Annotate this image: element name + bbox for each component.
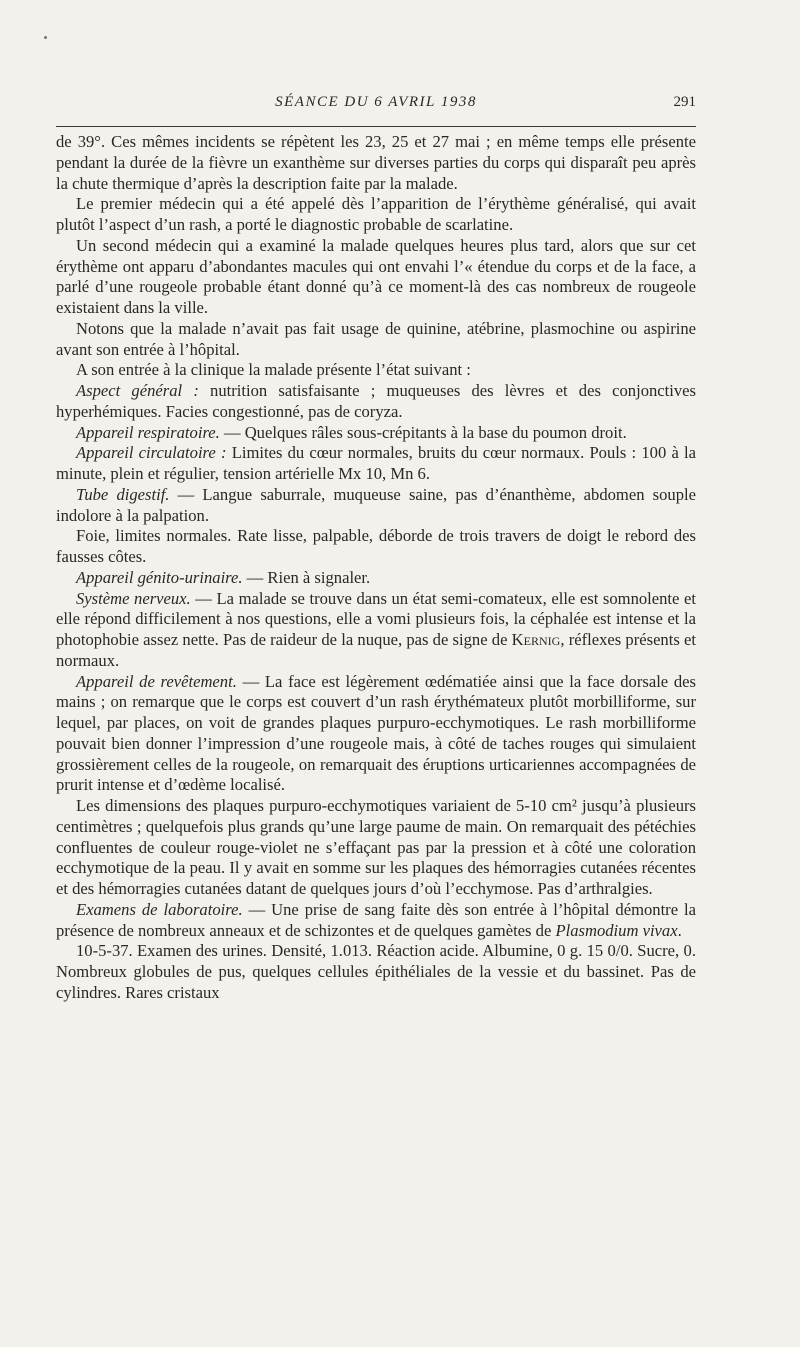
paragraph-3: Un second médecin qui a examiné la malade quelques heures plus tard, alors que sur cet érythème ont apparu d’abondantes macules qui ont envahi l’« étendue du corps et de la face, a parlé d’une rougeole probable étant donné qu’à ce moment-là des cas nombreux de rougeole existaient dans la ville.	[56, 235, 696, 317]
paragraph-5: A son entrée à la clinique la malade présente l’état suivant :	[76, 360, 471, 380]
paragraph-foie: Foie, limites normales. Rate lisse, palpable, déborde de trois travers de doigt le rebord des fausses côtes.	[56, 526, 696, 566]
page-number: 291	[673, 94, 696, 110]
species-name: Plasmodium vivax	[555, 920, 678, 940]
paragraph-4: Notons que la malade n’avait pas fait usage de quinine, atébrine, plasmochine ou aspirine avant son entrée à l’hôpital.	[56, 318, 696, 359]
paragraph-appareil-revetement: Appareil de revêtement. — La face est légèrement œdématiée ainsi que la face dorsale des mains ; on remarque que le corps est couvert d’un rash érythémateux plutôt morbilliforme, sur lequel, par places, on voit de grandes plaques purpuro-ecchymotiques. Le rash morbilliforme pouvait bien donner l’impression d’une rougeole mais, à côté de taches rouges qui simulaient grossièrement celles de la rougeole, on remarquait des éruptions urticariennes accompagnées de prurit intense et d’œdème localisé.	[56, 671, 696, 795]
paragraph-appareil-circulatoire: Appareil circulatoire : Limites du cœur normales, bruits du cœur normaux. Pouls : 100 à la minute, plein et régulier, tension artérielle Mx 10, Mn 6.	[56, 443, 696, 483]
section-lead: Tube digestif.	[76, 484, 170, 504]
page-header	[56, 94, 696, 118]
paragraph-1: de 39°. Ces mêmes incidents se répètent les 23, 25 et 27 mai ; en même temps elle présente pendant la durée de la fièvre un exanthème sur diverses parties du corps qui disparaît peu après la chute thermique d’après la description faite par la malade.	[56, 132, 696, 193]
paragraph-appareil-respiratoire: Appareil respiratoire. — Quelques râles sous-crépitants à la base du poumon droit.	[76, 422, 627, 442]
paragraph-2: Le premier médecin qui a été appelé dès l’apparition de l’érythème généralisé, qui avait plutôt l’aspect d’un rash, a porté le diagnostic probable de scarlatine.	[56, 194, 696, 234]
section-lead: Examens de laboratoire.	[76, 899, 243, 919]
section-lead: Aspect général :	[76, 381, 199, 400]
paragraph-urines: 10-5-37. Examen des urines. Densité, 1.013. Réaction acide. Albumine, 0 g. 15 0/0. Sucre, 0. Nombreux globules de pus, quelques cellules épithéliales de la vessie et du bassinet. Pas de cylindres. Rares cristaux	[56, 941, 696, 1002]
header-rule	[56, 126, 696, 127]
paragraph-aspect-general: Aspect général : nutrition satisfaisante ; muqueuses des lèvres et des conjonctives hyperhémiques. Facies congestionné, pas de coryza.	[56, 381, 696, 421]
section-lead: Système nerveux.	[76, 588, 191, 608]
author-name: Kernig	[511, 630, 561, 649]
paragraph-dimensions: Les dimensions des plaques purpuro-ecchymotiques variaient de 5-10 cm² jusqu’à plusieurs centimètres ; quelquefois plus grands qu’une large paume de main. On remarquait des pétéchies confluentes de couleur rouge-violet ne s’effaçant pas par la pression et à côté une coloration ecchymotique de la peau. Il y avait en somme sur les plaques des hémorragies cutanées récentes et des hémorragies cutanées datant de quelques jours d’où l’ecchymose. Pas d’arthralgies.	[56, 796, 696, 898]
running-title: SÉANCE DU 6 AVRIL 1938	[275, 94, 477, 110]
paragraph-appareil-genito-urinaire: Appareil génito-urinaire. — Rien à signaler.	[76, 567, 371, 587]
paragraph-tube-digestif: Tube digestif. — Langue saburrale, muqueuse saine, pas d’énanthème, abdomen souple indolore à la palpation.	[56, 484, 696, 525]
section-lead: Appareil génito-urinaire.	[76, 567, 243, 587]
section-lead: Appareil respiratoire.	[76, 422, 220, 442]
speck	[44, 36, 47, 39]
section-lead: Appareil circulatoire :	[76, 443, 227, 463]
body-text	[56, 132, 696, 1004]
section-lead: Appareil de revêtement.	[76, 671, 237, 691]
paragraph-examens-laboratoire: Examens de laboratoire. — Une prise de sang faite dès son entrée à l’hôpital démontre la présence de nombreux anneaux et de schizontes et de quelques gamètes de Plasmodium vivax.	[56, 899, 696, 940]
paragraph-systeme-nerveux: Système nerveux. — La malade se trouve dans un état semi-comateux, elle est somnolente et elle répond difficilement à nos questions, elle a vomi plusieurs fois, la céphalée est intense et la photophobie assez nette. Pas de raideur de la nuque, pas de signe de Kernig, réflexes présents et normaux.	[56, 588, 696, 670]
